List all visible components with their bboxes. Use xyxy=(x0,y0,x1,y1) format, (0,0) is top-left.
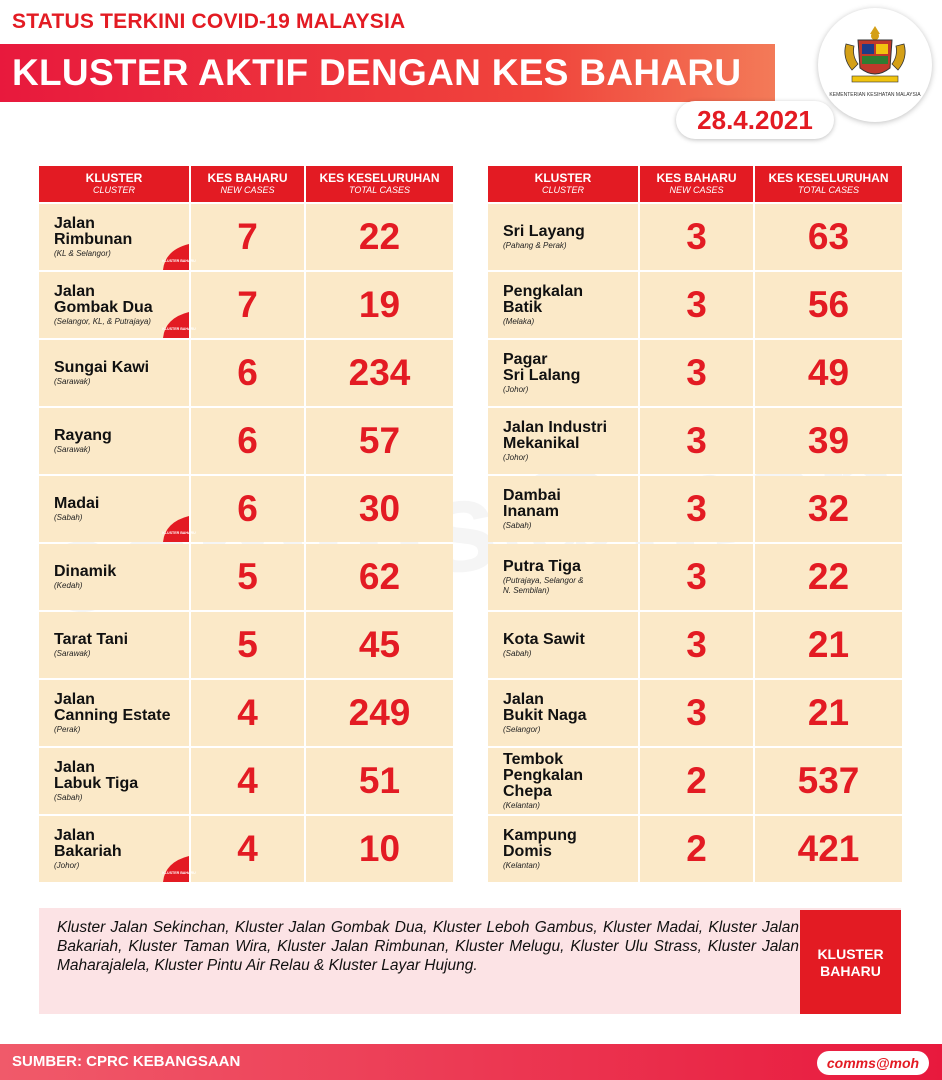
footer xyxy=(0,1044,942,1080)
total-cases-value: 32 xyxy=(807,488,850,529)
cluster-cell xyxy=(39,340,191,406)
table-row xyxy=(488,272,902,338)
total-cases-value: 421 xyxy=(797,828,860,869)
cluster-state: (Putrajaya, Selangor & N. Sembilan) xyxy=(503,575,584,595)
table-row xyxy=(39,476,453,542)
cluster-name: Madai xyxy=(54,494,100,512)
badge-text: KLUSTER BAHARU xyxy=(162,531,196,535)
new-cases-value: 7 xyxy=(191,272,306,338)
cluster-state: (Kedah) xyxy=(54,580,83,590)
cluster-cell xyxy=(39,544,191,610)
cluster-state: (Kelantan) xyxy=(503,800,540,810)
new-cases-value: 3 xyxy=(640,204,755,270)
cluster-state: (Selangor, KL, & Putrajaya) xyxy=(54,316,151,326)
table-row xyxy=(39,680,453,746)
new-cases-value: 6 xyxy=(191,476,306,542)
table-row xyxy=(488,544,902,610)
total-cases-value: 30 xyxy=(358,488,401,529)
cluster-cell xyxy=(39,748,191,814)
table-header xyxy=(488,166,902,202)
table-row xyxy=(488,408,902,474)
cluster-name: Tembok Pengkalan Chepa xyxy=(503,750,584,800)
new-cases-value: 3 xyxy=(640,408,755,474)
cluster-state: (Perak) xyxy=(54,724,81,734)
cluster-cell xyxy=(488,476,640,542)
new-cases-value: 2 xyxy=(640,816,755,882)
total-cases-value: 51 xyxy=(358,760,401,801)
new-cluster-badge-icon xyxy=(162,244,196,270)
table-row xyxy=(39,612,453,678)
new-cases-value: 3 xyxy=(640,544,755,610)
cluster-state: (Sarawak) xyxy=(54,376,91,386)
new-clusters-note xyxy=(39,908,901,1014)
total-cases-value: 49 xyxy=(807,352,850,393)
total-cases-value: 21 xyxy=(807,692,850,733)
total-cases-value: 22 xyxy=(807,556,850,597)
header-total-cases: KES KESELURUHAN TOTAL CASES xyxy=(319,171,440,195)
badge-text: KLUSTER BAHARU xyxy=(162,327,196,331)
cluster-name: Pagar Sri Lalang xyxy=(503,350,581,384)
cluster-state: (Sarawak) xyxy=(54,648,91,658)
cluster-cell xyxy=(39,612,191,678)
cluster-state: (Sabah) xyxy=(503,520,532,530)
cluster-state: (Sabah) xyxy=(54,792,83,802)
new-cases-value: 5 xyxy=(191,544,306,610)
cluster-state: (Selangor) xyxy=(503,724,541,734)
table-row xyxy=(488,340,902,406)
cluster-name: Jalan Gombak Dua xyxy=(54,282,153,316)
header-new-cases: KES BAHARU NEW CASES xyxy=(640,166,755,202)
total-cases-value: 234 xyxy=(348,352,411,393)
total-cases-value: 249 xyxy=(348,692,411,733)
total-cases-value: 63 xyxy=(807,216,850,257)
cluster-name: Jalan Bakariah xyxy=(54,826,122,860)
new-cluster-label: KLUSTER BAHARU xyxy=(800,910,901,1014)
cluster-cell xyxy=(488,680,640,746)
total-cases-value: 19 xyxy=(358,284,401,325)
table-row xyxy=(39,748,453,814)
cluster-name: Kampung Domis xyxy=(503,826,577,860)
cluster-state: (Johor) xyxy=(54,860,80,870)
logo-caption: KEMENTERIAN KESIHATAN MALAYSIA xyxy=(829,92,921,98)
table-row xyxy=(488,476,902,542)
left-cluster-table xyxy=(39,166,453,882)
cluster-state: (Kelantan) xyxy=(503,860,540,870)
table-body xyxy=(39,204,453,882)
cluster-state: (Sabah) xyxy=(54,512,83,522)
table-row xyxy=(39,272,453,338)
cluster-cell xyxy=(488,272,640,338)
source-text: SUMBER: CPRC KEBANGSAAN xyxy=(12,1053,241,1070)
table-row xyxy=(488,680,902,746)
date-badge: 28.4.2021 xyxy=(676,101,834,139)
table-row xyxy=(39,816,453,882)
title-bar xyxy=(0,44,775,102)
new-cases-value: 3 xyxy=(640,680,755,746)
ministry-logo xyxy=(818,8,932,122)
cluster-cell xyxy=(39,408,191,474)
note-text: Kluster Jalan Sekinchan, Kluster Jalan Gombak Dua, Kluster Leboh Gambus, Kluster Madai, Kluster Jalan Bakariah, Kluster Taman Wira, Kluster Jalan Rimbunan, Kluster Melugu, Kluster Ulu Strass, Kluster Jalan Maharajalela, Kluster Pintu Air Relau & Kluster Layar Hujung. xyxy=(57,919,799,974)
cluster-cell xyxy=(488,612,640,678)
new-cluster-badge-icon xyxy=(162,312,196,338)
new-cases-value: 5 xyxy=(191,612,306,678)
total-cases-value: 537 xyxy=(797,760,860,801)
cluster-name: Pengkalan Batik xyxy=(503,282,584,316)
new-cases-value: 4 xyxy=(191,680,306,746)
cluster-state: (Johor) xyxy=(503,384,529,394)
cluster-name: Jalan Bukit Naga xyxy=(503,690,587,724)
cluster-cell xyxy=(488,408,640,474)
new-cases-value: 3 xyxy=(640,476,755,542)
cluster-name: Dambai Inanam xyxy=(503,486,561,520)
cluster-cell xyxy=(39,204,196,270)
header-cluster: KLUSTER CLUSTER xyxy=(39,166,191,202)
cluster-state: (KL & Selangor) xyxy=(54,248,111,258)
new-cases-value: 7 xyxy=(191,204,306,270)
cluster-cell xyxy=(39,816,196,882)
total-cases-value: 21 xyxy=(807,624,850,665)
header-total-cases: KES KESELURUHAN TOTAL CASES xyxy=(768,171,889,195)
cluster-name: Kota Sawit xyxy=(503,630,585,648)
table-row xyxy=(39,408,453,474)
cluster-name: Jalan Industri Mekanikal xyxy=(503,418,608,452)
cluster-cell xyxy=(39,680,191,746)
cluster-cell xyxy=(488,816,640,882)
brand-pill: comms@moh xyxy=(817,1051,929,1075)
page-title: KLUSTER AKTIF DENGAN KES BAHARU xyxy=(12,52,742,93)
table-body xyxy=(488,204,902,882)
total-cases-value: 10 xyxy=(358,828,401,869)
total-cases-value: 62 xyxy=(358,556,401,597)
new-cases-value: 6 xyxy=(191,408,306,474)
table-row xyxy=(488,748,902,814)
new-cases-value: 3 xyxy=(640,612,755,678)
table-row xyxy=(488,204,902,270)
badge-text: KLUSTER BAHARU xyxy=(162,259,196,263)
total-cases-value: 56 xyxy=(807,284,850,325)
cluster-name: Jalan Rimbunan xyxy=(54,214,133,248)
new-cases-value: 6 xyxy=(191,340,306,406)
header-new-cases: KES BAHARU NEW CASES xyxy=(191,166,306,202)
cluster-cell xyxy=(488,204,640,270)
new-cases-value: 4 xyxy=(191,748,306,814)
new-cases-value: 2 xyxy=(640,748,755,814)
cluster-name: Rayang xyxy=(54,426,112,444)
new-cluster-badge-icon xyxy=(162,516,196,542)
cluster-cell xyxy=(39,272,196,338)
new-cases-value: 4 xyxy=(191,816,306,882)
total-cases-value: 45 xyxy=(358,624,401,665)
cluster-state: (Sarawak) xyxy=(54,444,91,454)
total-cases-value: 22 xyxy=(358,216,401,257)
cluster-name: Putra Tiga xyxy=(503,557,581,575)
table-row xyxy=(488,612,902,678)
table-row xyxy=(39,544,453,610)
cluster-name: Tarat Tani xyxy=(54,630,129,648)
total-cases-value: 57 xyxy=(358,420,401,461)
table-header xyxy=(39,166,453,202)
cluster-name: Jalan Canning Estate xyxy=(54,690,171,724)
table-row xyxy=(39,204,453,270)
cluster-state: (Pahang & Perak) xyxy=(503,240,567,250)
cluster-cell xyxy=(488,340,640,406)
cluster-state: (Melaka) xyxy=(503,316,535,326)
cluster-cell xyxy=(39,476,196,542)
new-cases-value: 3 xyxy=(640,272,755,338)
cluster-cell xyxy=(488,544,640,610)
coat-of-arms-icon xyxy=(840,24,910,88)
cluster-name: Dinamik xyxy=(54,562,117,580)
badge-text: KLUSTER BAHARU xyxy=(162,871,196,875)
cluster-name: Sri Layang xyxy=(503,222,585,240)
cluster-state: (Sabah) xyxy=(503,648,532,658)
cluster-name: Sungai Kawi xyxy=(54,358,150,376)
header-subtitle: STATUS TERKINI COVID-19 MALAYSIA xyxy=(12,10,406,33)
header-cluster: KLUSTER CLUSTER xyxy=(488,166,640,202)
new-cluster-badge-icon xyxy=(162,856,196,882)
right-cluster-table xyxy=(488,166,902,882)
total-cases-value: 39 xyxy=(807,420,850,461)
cluster-name: Jalan Labuk Tiga xyxy=(54,758,139,792)
new-cases-value: 3 xyxy=(640,340,755,406)
cluster-state: (Johor) xyxy=(503,452,529,462)
table-row xyxy=(39,340,453,406)
table-row xyxy=(488,816,902,882)
cluster-cell xyxy=(488,748,640,814)
